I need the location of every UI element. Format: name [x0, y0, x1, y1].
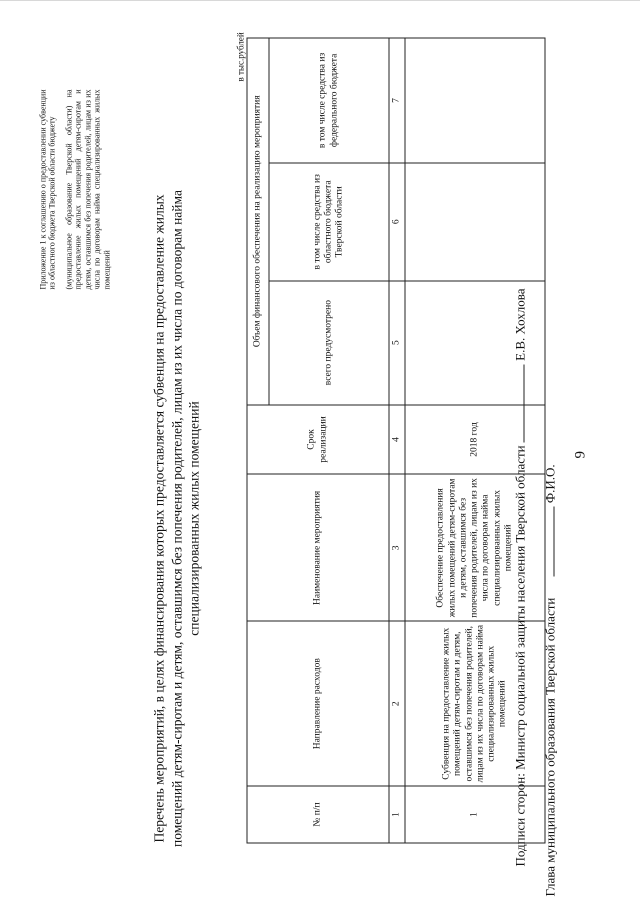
signature-label-head: Глава муниципального образования Тверской области [542, 597, 558, 897]
appendix-block [39, 90, 119, 290]
activities-table [247, 38, 546, 844]
signature-name-head: Ф.И.О. [542, 464, 558, 504]
column-number-row [389, 38, 405, 843]
header-funding-group: Объем финансового обеспечения на реализацию мероприятия [247, 38, 269, 405]
header-num: № п/п [247, 786, 389, 843]
row-period: 2018 год [405, 405, 545, 475]
column-number: 1 [389, 786, 405, 843]
header-federal: в том числе средства из федерального бюджета [269, 38, 389, 163]
row-regional [405, 163, 545, 281]
header-row-1 [247, 38, 269, 843]
header-direction: Направление расходов [247, 621, 389, 786]
column-number: 5 [389, 281, 405, 405]
appendix-heading: Приложение 1 к соглашению о предоставлении субвенции из областного бюджета Тверской области бюджету [38, 89, 57, 290]
column-number: 3 [389, 474, 405, 621]
column-number: 4 [389, 405, 405, 475]
column-number: 2 [389, 621, 405, 786]
header-total: всего предусмотрено [269, 281, 389, 405]
signature-blank-minister [523, 364, 525, 442]
column-number: 6 [389, 163, 405, 281]
row-federal [405, 38, 545, 163]
row-direction: Субвенция на предоставление жилых помещений детям-сиротам и детям, оставшимся без попечения родителей, лицам из их числа по договорам найма специализированных жилых помещений [405, 621, 545, 786]
appendix-recipient: (муниципальное образование Тверской области) на предоставление жилых помещений детям-сиротам и детям, оставшимся без попечения родителей, лицам из их числа по договорам найма специализированных жилых помещений [64, 89, 112, 290]
rotated-page [1, 0, 640, 905]
document-title: Перечень мероприятий, в целях финансирования которых предоставляется субвенция на предоставление жилых помещений детям-сиротам и детям, оставшимся без попечения родителей, лицам из их числа по договорам найма специализированных жилых помещений [151, 190, 202, 847]
signature-blank-head [553, 506, 555, 576]
signature-label-minister: Подписи сторон: Министр социальной защиты населения Тверской области [512, 445, 528, 867]
page-number: 9 [572, 451, 589, 459]
header-period: Срок реализации [247, 405, 389, 475]
signature-name-minister: Е.В. Хохлова [512, 288, 528, 361]
signature-line-head [543, 464, 559, 896]
header-activity: Наименование мероприятия [247, 474, 389, 621]
unit-note: в тыс.рублей [235, 32, 246, 82]
signature-line-minister [513, 289, 529, 867]
row-num: 1 [405, 786, 545, 843]
header-regional: в том числе средства из областного бюджета Тверской области [269, 163, 389, 281]
row-activity: Обеспечение предоставления жилых помещений детям-сиротам и детям, оставшимся без попечения родителей, лицам из их числа по договорам найма специализированных жилых помещений [405, 474, 545, 621]
column-number: 7 [389, 38, 405, 163]
